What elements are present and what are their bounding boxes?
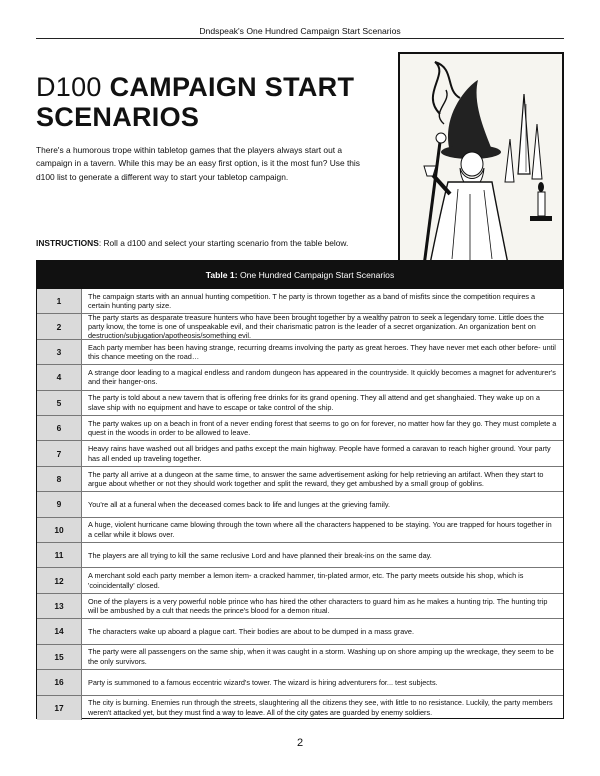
row-text: You're all at a funeral when the deceased comes back to life and lunges at the grieving family. (88, 499, 390, 509)
row-text: The party all arrive at a dungeon at the same time, to answer the same advertisement asking for help retrieving an artifact. When they start to argue about whether or not they should work together and split the reward, they get ambushed by a small group of goblins. (88, 469, 544, 489)
row-text: The party is told about a new tavern that is offering free drinks for its grand opening. They all attend and get shanghaied. They wake up on a slave ship with no equipment and have to escape or take control of the ship. (88, 393, 540, 412)
row-text: The city is burning. Enemies run through the streets, slaughtering all the citizens they see, with little to no resistance. Luckily, the party members weren't attacked yet, but they must find a way to leave. All of the city gates are guarded by enemy soldiers. (88, 698, 553, 717)
table-row (37, 618, 563, 643)
wizard-icon (400, 54, 562, 278)
table-caption (37, 261, 563, 289)
caption-text: One Hundred Campaign Start Scenarios (237, 270, 395, 280)
row-text: A merchant sold each party member a lemon item- a cracked hammer, tin-plated armor, etc. The party meets outside his shop, which is 'coincidentally' closed. (88, 571, 524, 590)
row-text: Each party member has been having strange, recurring dreams involving the party as great heroes. They have never met each other before- until this chance meeting on the road… (88, 342, 556, 362)
page-number: 2 (296, 737, 304, 749)
row-number: 13 (37, 594, 82, 618)
row-text: A strange door leading to a magical endless and random dungeon has appeared in the countryside. It quickly becomes a magnet for adventurer's and their hanger-ons. (88, 368, 556, 387)
wizard-illustration (398, 52, 564, 280)
row-text: The party starts as desparate treasure hunters who have been brought together by a wealthy patron to seek a legendary tome. Little does the party know, the tome is one of unspeakable evil, and their charismatic patron is the leader of a secret organization. An organization bent on destruction/subjugation/apotheosis/something evil. (88, 312, 544, 341)
row-text: A huge, violent hurricane came blowing through the town where all the characters happened to be staying. You are trapped for hours together in a cellar while it blows over. (88, 520, 552, 539)
row-number: 5 (37, 391, 82, 415)
title-bold: CAMPAIGN START SCENARIOS (36, 72, 355, 132)
table-row (37, 415, 563, 440)
table-row (37, 466, 563, 491)
row-number: 12 (37, 568, 82, 592)
row-text: The characters wake up aboard a plague cart. Their bodies are about to be dumped in a mass grave. (88, 626, 414, 636)
row-number: 10 (37, 518, 82, 542)
table-row (37, 593, 563, 618)
row-number: 7 (37, 441, 82, 465)
table-row (37, 517, 563, 542)
table-row (37, 567, 563, 592)
table-row (37, 364, 563, 389)
table-body (37, 289, 563, 720)
table-row (37, 390, 563, 415)
title-light: D100 (36, 72, 110, 102)
scenarios-table (36, 260, 564, 719)
intro-paragraph: There's a humorous trope within tabletop games that the players always start out a campaign in a tavern. While this may be an easy first option, is it the most fun? Use this d100 list to generate a different way to start your tabletop campaign. (36, 145, 360, 182)
table-row (37, 695, 563, 720)
row-text: Party is summoned to a famous eccentric wizard's tower. The wizard is hiring adventurers for... test subjects. (88, 677, 438, 687)
row-number: 4 (37, 365, 82, 389)
table-row (37, 339, 563, 364)
row-text: The party wakes up on a beach in front of a never ending forest that seems to go on for forever, no matter how far they go. They must complete a quest in the woods in order to be allowed to leave. (88, 418, 557, 438)
row-number: 1 (37, 289, 82, 313)
row-number: 14 (37, 619, 82, 643)
row-number: 3 (37, 340, 82, 364)
row-text: The campaign starts with an annual hunting competition. T he party is thrown together as a band of misfits since the competition requires a certain hunting party size. (88, 291, 536, 311)
row-number: 6 (37, 416, 82, 440)
row-number: 16 (37, 670, 82, 694)
row-number: 9 (37, 492, 82, 516)
page-title (36, 72, 376, 132)
row-number: 17 (37, 696, 82, 720)
instructions-text: : Roll a d100 and select your starting scenario from the table below. (98, 238, 349, 248)
row-number: 8 (37, 467, 82, 491)
table-row (37, 440, 563, 465)
table-row (37, 312, 563, 341)
row-text: The party were all passengers on the same ship, when it was caught in a storm. Washing up on shore amping up the wreckage, they seem to be the only survivors. (88, 647, 554, 666)
instructions-label: INSTRUCTIONS (36, 238, 99, 248)
row-text: One of the players is a very powerful noble prince who has hired the other characters to guard him as he makes a hunting trip. The hunting trip will be ambushed by a cult that needs the prince's blood for a demon ritual. (88, 596, 548, 616)
row-number: 2 (37, 314, 82, 338)
running-header: Dndspeak's One Hundred Campaign Start Scenarios (199, 26, 401, 36)
caption-label: Table 1: (205, 270, 238, 280)
table-row (37, 491, 563, 516)
table-row (37, 289, 563, 313)
row-text: Heavy rains have washed out all bridges and paths except the main highway. People have formed a caravan to reach higher ground. Your party has all ended up traveling together. (88, 444, 551, 463)
row-number: 15 (37, 645, 82, 669)
table-row (37, 669, 563, 694)
header-rule (36, 38, 564, 39)
row-text: The players are all trying to kill the same reclusive Lord and have planned their break-ins on the same day. (88, 550, 432, 560)
table-row (37, 542, 563, 567)
table-row (37, 644, 563, 669)
row-number: 11 (37, 543, 82, 567)
